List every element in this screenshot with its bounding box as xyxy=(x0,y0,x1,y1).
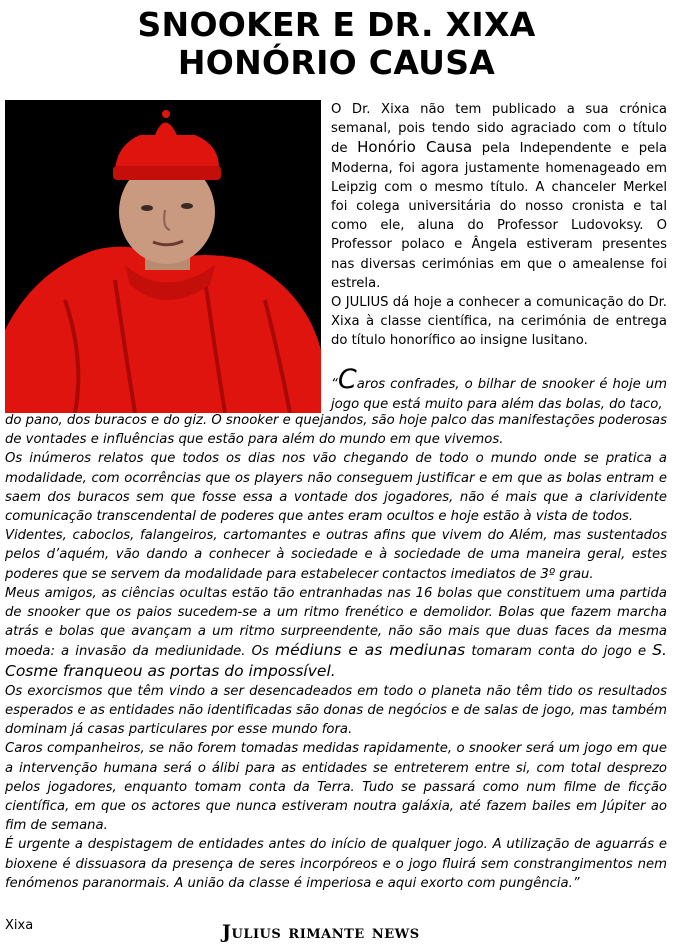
quote-p4-part-b: tomaram conta do jogo e xyxy=(465,644,653,660)
photo-portrait xyxy=(5,100,321,413)
quote-p4-highlight-2: S. Cosme franqueou as portas do impossível. xyxy=(5,641,667,680)
drop-cap: C xyxy=(337,364,357,395)
quote-paragraph-5: Os exorcismos que têm vindo a ser desencadeados em todo o planeta não têm tido os resultados esperados e as entidades não identificadas são donas de negócios e de salas de jogo, mas também dominam já casas particulares por esse mundo fora. xyxy=(5,683,667,738)
publication-footer: Julius rimante news xyxy=(222,921,420,943)
quote-p4-highlight-1: médiuns e as mediunas xyxy=(274,641,466,660)
intro-text xyxy=(331,100,667,351)
quote-paragraph-4 xyxy=(5,584,667,682)
article-title xyxy=(0,6,673,82)
quote-first-line: aros confrades, o bilhar de snooker é hoje um jogo que está muito para além das bolas, do taco, xyxy=(331,377,667,412)
intro-p1-part-a: O Dr. Xixa não tem publicado a sua crónica semanal, pois tendo sido agraciado com o título de xyxy=(331,102,667,157)
intro-p1-part-b: pela Independente e pela Moderna, foi agora justamente homenageado em Leipzig com o mesmo título. A chanceler Merkel foi colega universitária do nosso cronista e tal como ele, aluna do Professor Ludovoksy. O Professor polaco e Ângela estiveram presentes nas diversas cerimónias em que o amealense foi estrela. xyxy=(331,141,667,291)
quote-paragraph-3: Videntes, caboclos, falangeiros, cartomantes e outras afins que vivem do Além, mas sustentados pelos d’aquém, vão dando a conhecer à sociedade e à sociedade de uma maneira geral, estes poderes que se servem da modalidade para estabelecer contactos imediatos de 3º grau. xyxy=(5,528,667,582)
quote-paragraph-2: Os inúmeros relatos que todos os dias nos vão chegando de todo o mundo onde se pratica a modalidade, com ocorrências que os players não conseguem justificar e em que as bolas entram e saem dos buracos sem que fosse essa a vontade dos jogadores, não é mais que a clarividente comunicação transcendental de poderes que antes eram ocultos e hoje estão à vista de todos. xyxy=(5,451,667,525)
intro-paragraph-1 xyxy=(331,100,667,293)
title-line-1: SNOOKER E DR. XIXA xyxy=(137,5,536,44)
title-line-2: HONÓRIO CAUSA xyxy=(177,43,496,82)
quote-open-mark: “ xyxy=(331,377,338,392)
author-signature: Xixa xyxy=(5,918,34,933)
quote-paragraph-1: do pano, dos buracos e do giz. O snooker e quejandos, são hoje palco das manifestações poderosas de vontades e influências que estão para além do mundo em que vivemos. xyxy=(5,413,667,448)
quote-paragraph-6: Caros companheiros, se não forem tomadas medidas rapidamente, o snooker será um jogo em que a intervenção humana será o álibi para as entidades se entreterem entre si, com total desprezo pelos jogadores, enquanto tomam conta da Terra. Tudo se passará como num filme de ficção científica, em que os actores que nunca estiveram noutra galáxia, até fazem bailes em Júpiter ao fim de semana. xyxy=(5,741,667,834)
quote-paragraph-7: É urgente a despistagem de entidades antes do início de qualquer jogo. A utilização de aguarrás e bioxene é dissuasora da presença de seres incorpóreos e o jogo fluirá sem constrangimentos nem fenómenos paranormais. A união da classe é imperiosa e aqui exorto com pungência.” xyxy=(5,837,667,891)
portrait-illustration xyxy=(5,100,321,413)
quote-body xyxy=(5,392,667,893)
quote-p4-part-a: Meus amigos, as ciências ocultas estão tão entranhadas nas 16 bolas que constituem uma partida de snooker que os paios sucedem-se a um ritmo frenético e demolidor. Bolas que fazem marcha atrás e bolas que avançam a um ritmo surpreendente, não são mais que duas faces da mesma moeda: a invasão da mediunidade. Os xyxy=(5,585,667,660)
intro-paragraph-2: O JULIUS dá hoje a conhecer a comunicação do Dr. Xixa à classe científica, na cerimónia de entrega do título honorífico ao insigne lusitano. xyxy=(331,295,667,349)
intro-p1-highlight: Honório Causa xyxy=(357,138,473,157)
